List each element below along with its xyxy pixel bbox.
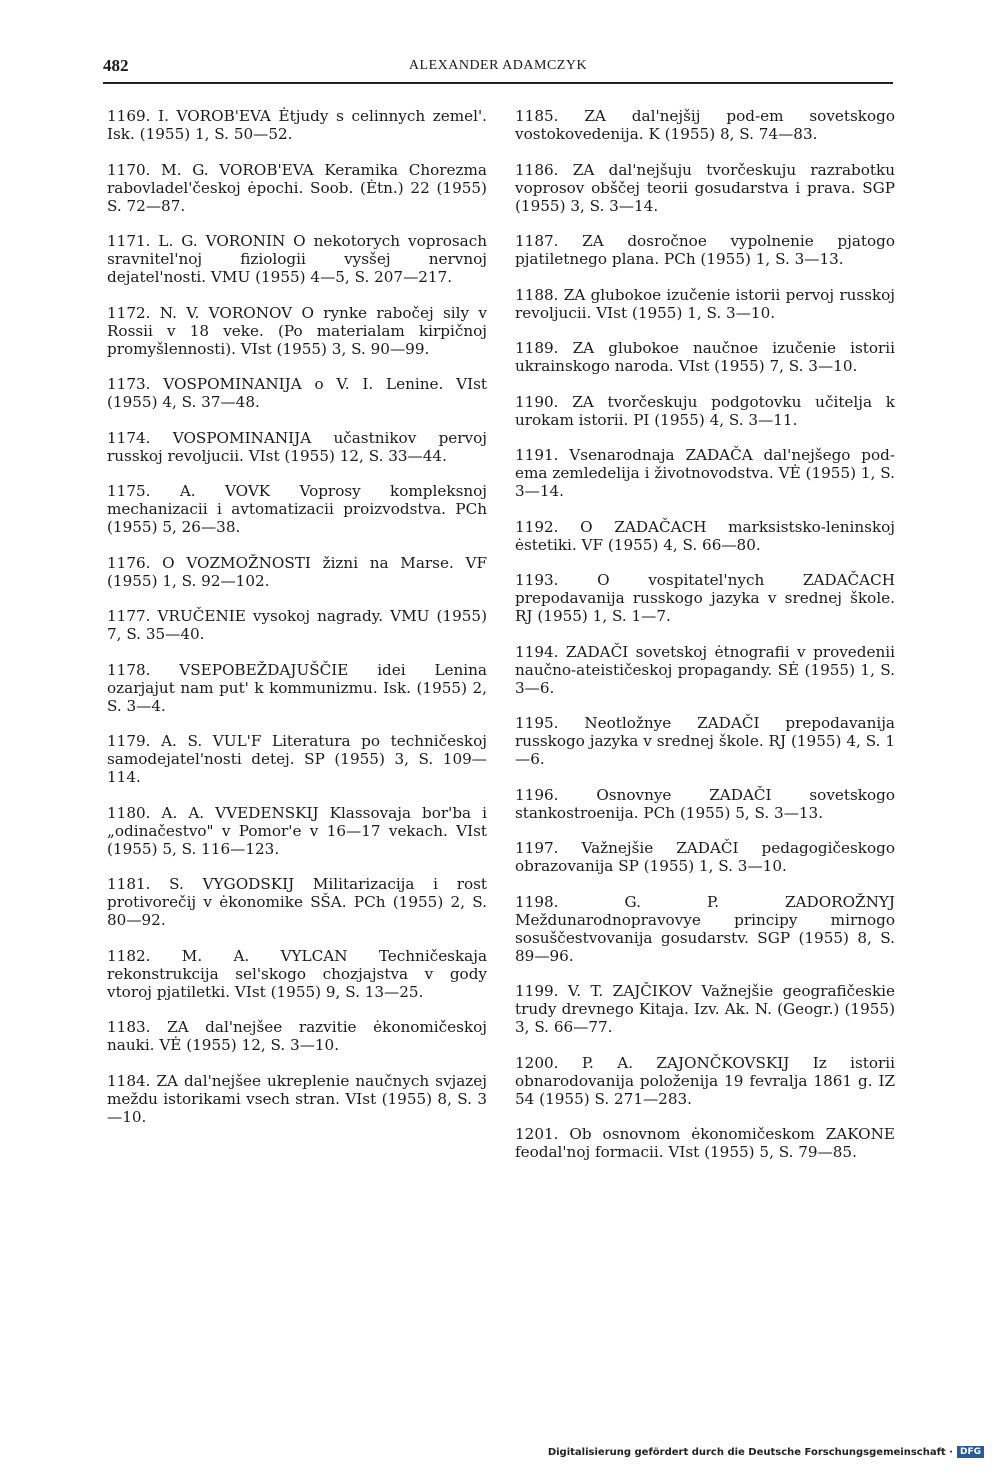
bibliography-entry: 1181. S. VYGODSKIJ Militarizacija i rost protivorečij v ėkonomike SŠA. PCh (1955) 2, S. 80—92. xyxy=(107,875,487,929)
bibliography-entry: 1175. A. VOVK Voprosy kompleksnoj mechanizacii i avtomatizacii proizvodstva. PCh (1955) 5, 26—38. xyxy=(107,482,487,536)
bibliography-entry: 1174. VOSPOMINANIJA učastnikov pervoj russkoj revoljucii. VIst (1955) 12, S. 33—44. xyxy=(107,428,487,465)
bibliography-entry: 1194. ZADAČI sovetskoj ėtnografii v provedenii naučno-ateističeskoj propagandy. SĖ (1955) 1, S. 3—6. xyxy=(515,642,895,697)
dfg-logo: DFG xyxy=(957,1446,984,1458)
bibliography-entry: 1173. VOSPOMINANIJA o V. I. Lenine. VIst (1955) 4, S. 37—48. xyxy=(107,375,487,411)
page-header xyxy=(103,52,893,84)
footer-text: Digitalisierung gefördert durch die Deutsche Forschungsgemeinschaft · xyxy=(547,1446,953,1458)
bibliography-entry: 1176. O VOZMOŽNOSTI žizni na Marse. VF (1955) 1, S. 92—102. xyxy=(107,553,487,590)
bibliography-entry: 1177. VRUČENIE vysokoj nagrady. VMU (1955) 7, S. 35—40. xyxy=(107,607,487,643)
bibliography-entry: 1192. O ZADAČACH marksistsko-leninskoj ėstetiki. VF (1955) 4, S. 66—80. xyxy=(515,517,895,554)
bibliography-entry: 1199. V. T. ZAJČIKOV Važnejšie geografičeskie trudy drevnego Kitaja. Izv. Ak. N. (Geogr.) (1955) 3, S. 66—77. xyxy=(515,982,895,1036)
bibliography-entry: 1172. N. V. VORONOV O rynke rabočej sily v Rossii v 18 veke. (Po materialam kirpičnoj promyšlennosti). VIst (1955) 3, S. 90—99. xyxy=(107,303,487,358)
bibliography-entry: 1189. ZA glubokoe naučnoe izučenie istorii ukrainskogo naroda. VIst (1955) 7, S. 3—10. xyxy=(515,339,895,375)
bibliography-entry: 1171. L. G. VORONIN O nekotorych voprosach sravnitel'noj fiziologii vysšej nervnoj dejatel'nosti. VMU (1955) 4—5, S. 207—217. xyxy=(107,232,487,286)
bibliography-entry: 1190. ZA tvorčeskuju podgotovku učitelja k urokam istorii. PI (1955) 4, S. 3—11. xyxy=(515,392,895,429)
bibliography-entry: 1195. Neotložnye ZADAČI prepodavanija russkogo jazyka v srednej škole. RJ (1955) 4, S. 1—6. xyxy=(515,714,895,768)
bibliography-entry: 1169. I. VOROB'EVA Ėtjudy s celinnych zemel'. Isk. (1955) 1, S. 50—52. xyxy=(107,107,487,143)
bibliography-entry: 1182. M. A. VYLCAN Techničeskaja rekonstrukcija sel'skogo chozjajstva v gody vtoroj pjatiletki. VIst (1955) 9, S. 13—25. xyxy=(107,946,487,1001)
bibliography-entry: 1196. Osnovnye ZADAČI sovetskogo stankostroenija. PCh (1955) 5, S. 3—13. xyxy=(515,785,895,822)
page-number: 482 xyxy=(103,56,129,75)
bibliography-entry: 1183. ZA dal'nejšee razvitie ėkonomičeskoj nauki. VĖ (1955) 12, S. 3—10. xyxy=(107,1018,487,1054)
bibliography-entry: 1179. A. S. VUL'F Literatura po techničeskoj samodejatel'nosti detej. SP (1955) 3, S. 109—114. xyxy=(107,732,487,786)
bibliography-entry: 1180. A. A. VVEDENSKIJ Klassovaja bor'ba i „odinačestvo" v Pomor'e v 16—17 vekach. VIst (1955) 5, S. 116—123. xyxy=(107,803,487,858)
bibliography-entry: 1198. G. P. ZADOROŽNYJ Meždunarodnopravovye principy mirnogo sosuščestvovanija gosudarstv. SGP (1955) 8, S. 89—96. xyxy=(515,892,895,965)
bibliography-entry: 1191. Vsenarodnaja ZADAČA dal'nejšego pod-ema zemledelija i životnovodstva. VĖ (1955) 1, S. 3—14. xyxy=(515,446,895,500)
running-title: ALEXANDER ADAMCZYK xyxy=(408,58,588,73)
bibliography-entry: 1201. Ob osnovnom ėkonomičeskom ZAKONE feodal'noj formacii. VIst (1955) 5, S. 79—85. xyxy=(515,1125,895,1161)
bibliography-entry: 1193. O vospitatel'nych ZADAČACH prepodavanija russkogo jazyka v srednej škole. RJ (1955) 1, S. 1—7. xyxy=(515,571,895,625)
bibliography-entry: 1200. P. A. ZAJONČKOVSKIJ Iz istorii obnarodovanija položenija 19 fevralja 1861 g. IZ 54 (1955) S. 271—283. xyxy=(515,1053,895,1108)
bibliography-entry: 1185. ZA dal'nejšij pod-em sovetskogo vostokovedenija. K (1955) 8, S. 74—83. xyxy=(515,107,895,143)
digitization-footer xyxy=(548,1446,984,1458)
bibliography-entry: 1187. ZA dosročnoe vypolnenie pjatogo pjatiletnego plana. PCh (1955) 1, S. 3—13. xyxy=(515,232,895,268)
bibliography-entry: 1184. ZA dal'nejšee ukreplenie naučnych svjazej meždu istorikami vsech stran. VIst (1955) 8, S. 3—10. xyxy=(107,1071,487,1126)
bibliography-entry: 1188. ZA glubokoe izučenie istorii pervoj russkoj revoljucii. VIst (1955) 1, S. 3—10. xyxy=(515,285,895,322)
right-column xyxy=(515,107,895,1179)
bibliography-entry: 1186. ZA dal'nejšuju tvorčeskuju razrabotku voprosov obščej teorii gosudarstva i prava. SGP (1955) 3, S. 3—14. xyxy=(515,160,895,215)
bibliography-entry: 1178. VSEPOBEŽDAJUŠČIE idei Lenina ozarjajut nam put' k kommunizmu. Isk. (1955) 2, S. 3—4. xyxy=(107,660,487,715)
bibliography-entry: 1197. Važnejšie ZADAČI pedagogičeskogo obrazovanija SP (1955) 1, S. 3—10. xyxy=(515,839,895,875)
bibliography-entry: 1170. M. G. VOROB'EVA Keramika Chorezma rabovladel'českoj ėpochi. Soob. (Ėtn.) 22 (1955) S. 72—87. xyxy=(107,160,487,215)
left-column xyxy=(107,107,487,1143)
